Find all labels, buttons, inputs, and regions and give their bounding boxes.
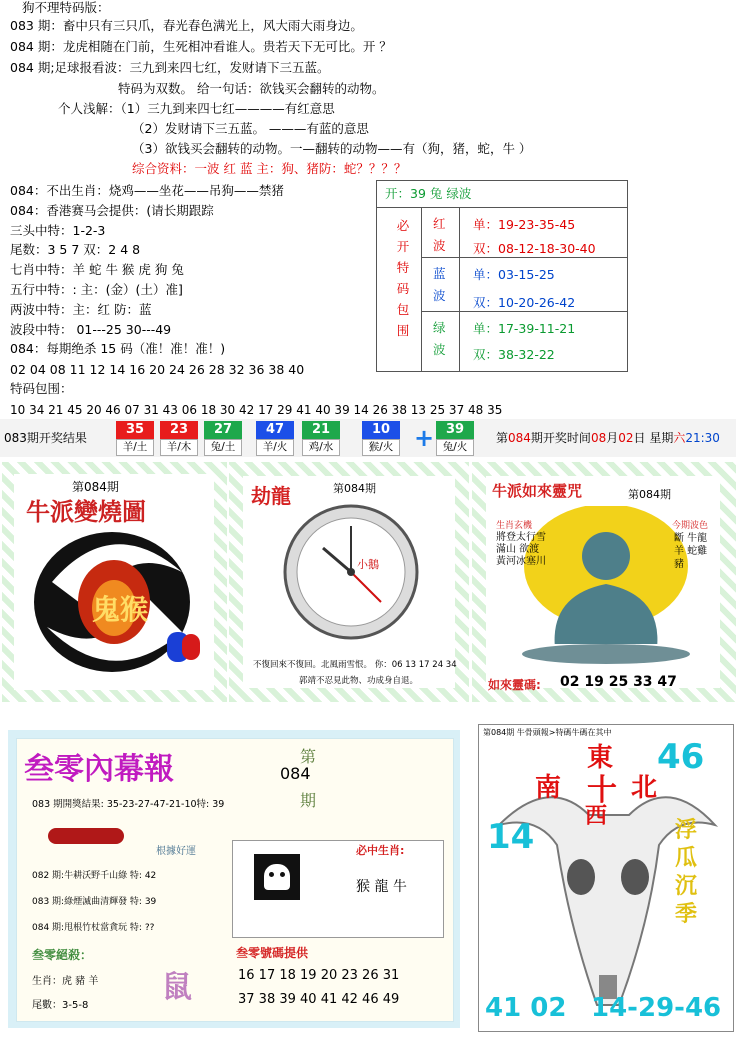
panel3-issue: 第084期	[628, 488, 671, 501]
panel5-bottom-right: 14-29-46	[591, 993, 722, 1023]
panel3-left-text: 將登太行雪滿山 欲渡黃河冰塞川	[496, 532, 546, 567]
green-single: 单：17-39-11-21	[473, 321, 576, 336]
wave-open: 开：39 兔 绿波	[385, 186, 472, 201]
panel2-caption1: 不復回來不復回。北風雨雪恨。 你：06 13 17 24 34	[253, 660, 457, 670]
panel-bianshao	[2, 462, 227, 702]
result-ball: 35 羊/土	[116, 421, 154, 455]
blue-single: 单：03-15-25	[473, 267, 555, 282]
list-item: 02 04 08 11 12 14 16 20 24 26 28 32 36 38 40	[10, 362, 305, 377]
panel3-bottom-label: 如來靈碼:	[488, 678, 541, 692]
panel4-kill-zodiac: 生肖：虎 豬 羊	[32, 976, 99, 987]
red-single: 单：19-23-35-45	[473, 217, 576, 232]
panel-rulai	[472, 462, 736, 702]
blue-wave-label: 蓝 波	[433, 266, 446, 303]
panel5-num-left: 14	[487, 817, 535, 857]
panel3-tag-left: 生肖玄機	[496, 521, 533, 531]
panel4-row: 082 期:牛耕沃野千山綠 特: 42	[32, 871, 157, 881]
panel4-row: 083 期:綠煙滅曲清輝發 特: 39	[32, 897, 157, 907]
text-explain-2: （2）发财请下三五蓝。 ———有蓝的意思	[132, 121, 369, 136]
panel4-heart-label: 必中生肖:	[356, 844, 405, 857]
page-title: 狗不理特码版：	[22, 0, 110, 15]
wave-side-label: 必 开 特 码 包 围	[396, 218, 410, 338]
blue-double: 双：10-20-26-42	[473, 295, 576, 310]
panel5-north: 北	[631, 773, 658, 803]
panel5-east: 東	[587, 743, 614, 773]
panel5-header: 第084期 牛骨頭報>特碼牛碼在其中	[483, 728, 612, 737]
result-ball: 23 羊/木	[160, 421, 198, 455]
panel4-issue-bottom: 期	[300, 791, 317, 810]
panel4-result-line: 083 期開獎結果: 35-23-27-47-21-10特: 39	[32, 799, 225, 810]
panel3-right-text: 斷 牛龍羊 蛇雞豬	[674, 533, 708, 570]
panel4-issue-top: 第	[300, 747, 317, 766]
panel-sanling	[8, 730, 460, 1028]
panel4-row: 084 期:甩根竹杖當貪玩 特: ??	[32, 923, 155, 933]
list-item: 尾数：3 5 7 双：2 4 8	[10, 242, 141, 257]
panel4-kill-label: 叁零絕殺：	[32, 948, 93, 962]
panel5-south: 南	[535, 773, 562, 803]
panel5-west: 西	[585, 804, 608, 829]
text-084b: 084 期;足球报看波：三九到来四七红，发财请下三五蓝。	[10, 60, 330, 75]
panel4-numbers-label: 叁零號碼提供	[236, 946, 309, 960]
panel1-word: 鬼猴	[92, 593, 149, 626]
result-ball: 47 羊/火	[256, 421, 294, 455]
list-item: 三头中特：1-2-3	[10, 223, 106, 238]
plus-sign: +	[414, 424, 435, 452]
panel4-title: 叁零內幕報	[24, 752, 174, 787]
panel5-cross: 十	[587, 773, 617, 808]
panel3-brand: 牛派如來靈咒	[492, 482, 583, 500]
panel1-brand: 牛派變燒圖	[26, 497, 146, 526]
text-083: 083 期：畜中只有三只爪，春光春色满光上，风大雨大雨身边。	[10, 18, 363, 33]
panel4-heart-value: 猴 龍 牛	[356, 879, 407, 895]
panel2-caption2: 郭靖不忍見此物、功成身自退。	[299, 676, 419, 686]
list-item: 两波中特：主：红 防：蓝	[10, 302, 152, 317]
wave-table	[376, 180, 628, 372]
red-double: 双：08-12-18-30-40	[473, 241, 596, 256]
text-combined: 综合资料：一波 红 蓝 主：狗、猪防：蛇？？？？	[132, 161, 407, 176]
list-item: 波段中特： 01---25 30---49	[10, 322, 172, 337]
panel2-animal: 小鵝	[357, 558, 379, 571]
result-ball: 39 兔/火	[436, 421, 474, 455]
list-item: 七肖中特：羊 蛇 牛 猴 虎 狗 兔	[10, 262, 184, 277]
panel5-phrase: 浮 瓜 沉 季	[675, 818, 698, 927]
list-item: 五行中特：: 主：(金）(土）准]	[10, 282, 183, 297]
text-explain-1: 个人浅解：（1）三九到来四七红————有红意思	[58, 101, 335, 116]
list-item: 084：香港赛马会提供：(请长期跟踪	[10, 203, 214, 218]
skull-icon	[254, 854, 300, 900]
panel5-bottom-left: 41 02	[485, 993, 567, 1023]
result-ball: 27 兔/土	[204, 421, 242, 455]
panel2-issue: 第084期	[333, 482, 376, 495]
list-item: 084：每期绝杀 15 码（准！准！准！)	[10, 341, 226, 356]
panel-jielong	[229, 462, 469, 702]
red-wave-label: 红 波	[433, 216, 446, 253]
result-ball: 21 鸡/水	[302, 421, 340, 455]
result-ball: 10 猴/火	[362, 421, 400, 455]
panel2-title: 劫龍	[251, 484, 291, 508]
green-wave-label: 绿 波	[433, 320, 446, 357]
buddha-icon	[516, 506, 696, 664]
panel-niugu	[478, 724, 734, 1032]
panel4-banner	[48, 828, 124, 844]
green-double: 双：38-32-22	[473, 347, 555, 362]
list-item: 特码包围：	[10, 381, 73, 396]
panel4-numbers-row1: 16 17 18 19 20 23 26 31	[238, 968, 400, 983]
panel4-issue: 084	[280, 764, 311, 783]
panel3-tag-right: 今期波色	[672, 521, 709, 531]
text-special: 特码为双数。 给一句话：欲钱买会翻转的动物。	[118, 81, 385, 96]
panel4-numbers-row2: 37 38 39 40 41 42 46 49	[238, 992, 400, 1007]
panel5-num-top: 46	[657, 737, 705, 777]
results-label: 083期开奖结果	[4, 431, 87, 445]
panel1-issue: 第084期	[72, 480, 119, 494]
next-draw-info: 第084期开奖时间08月02日 星期六21:30	[496, 431, 720, 445]
panel4-kill-char: 鼠	[162, 970, 192, 1005]
text-084a: 084 期：龙虎相随在门前，生死相冲看谁人。贵若天下无可比。开 ？	[10, 39, 392, 54]
clock-icon	[281, 502, 421, 642]
panel4-kill-tail: 尾數：3-5-8	[32, 1000, 89, 1011]
panel3-bottom-numbers: 02 19 25 33 47	[560, 674, 677, 690]
panel4-tag: 根據好運	[156, 846, 196, 857]
list-item: 084：不出生肖：烧鸡——坐花——吊狗——禁猪	[10, 183, 284, 198]
surround-numbers: 10 34 21 45 20 46 07 31 43 06 18 30 42 17 29 41 40 39 14 26 38 13 25 37 48 35	[10, 403, 503, 417]
text-explain-3: （3）欲钱买会翻转的动物。一—翻转的动物——有（狗，猪，蛇，牛 ）	[132, 141, 532, 156]
